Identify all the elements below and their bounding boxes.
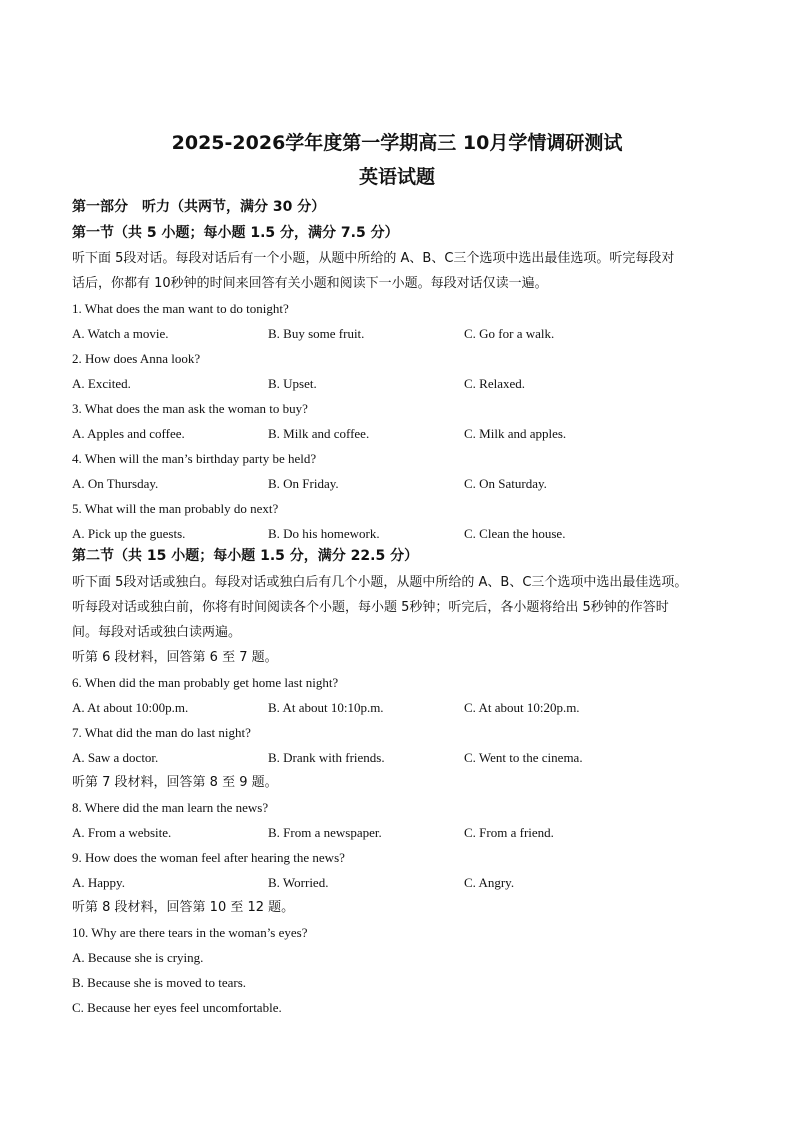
question-1-options [72, 326, 732, 342]
question-4-options [72, 476, 732, 492]
option-a: A. Saw a doctor. [72, 750, 159, 765]
material-7-heading: 听第 7 段材料，回答第 8 至 9 题。 [72, 775, 278, 790]
section2-instruction-line3: 间。每段对话或独白读两遍。 [72, 625, 242, 640]
section2-heading: 第二节（共 15 小题；每小题 1.5 分，满分 22.5 分） [72, 548, 419, 564]
question-8-options [72, 825, 732, 841]
question-2: 2. How does Anna look? [72, 351, 201, 366]
option-a: A. Because she is crying. [72, 950, 204, 965]
option-c: C. From a friend. [464, 825, 554, 840]
option-c: C. Relaxed. [464, 376, 526, 391]
option-c: C. Milk and apples. [464, 426, 567, 441]
option-a: A. Excited. [72, 376, 131, 391]
question-9-options [72, 875, 732, 891]
option-c: C. On Saturday. [464, 476, 547, 491]
option-b: B. Milk and coffee. [268, 426, 370, 441]
question-7-options [72, 750, 732, 766]
question-6: 6. When did the man probably get home last night? [72, 675, 339, 690]
option-a: A. From a website. [72, 825, 172, 840]
option-b: B. Upset. [268, 376, 317, 391]
section1-heading: 第一节（共 5 小题；每小题 1.5 分，满分 7.5 分） [72, 225, 399, 241]
question-4: 4. When will the man’s birthday party be held? [72, 451, 317, 466]
question-5: 5. What will the man probably do next? [72, 501, 279, 516]
option-a: A. On Thursday. [72, 476, 159, 491]
exam-subtitle: 英语试题 [358, 166, 435, 188]
question-5-options [72, 526, 732, 542]
question-8: 8. Where did the man learn the news? [72, 800, 269, 815]
section2-instruction-line2: 听每段对话或独白前，你将有时间阅读各个小题，每小题 5秒钟；听完后，各小题将给出 5秒钟的作答时 [72, 600, 669, 615]
option-b: B. Worried. [268, 875, 329, 890]
question-3: 3. What does the man ask the woman to buy? [72, 401, 308, 416]
option-b: B. From a newspaper. [268, 825, 382, 840]
section1-instruction-line2: 话后，你都有 10秒钟的时间来回答有关小题和阅读下一小题。每段对话仅读一遍。 [72, 276, 548, 291]
option-c: C. Because her eyes feel uncomfortable. [72, 1000, 282, 1015]
option-b: B. At about 10:10p.m. [268, 700, 384, 715]
option-c: C. Angry. [464, 875, 515, 890]
question-7: 7. What did the man do last night? [72, 725, 251, 740]
question-3-options [72, 426, 732, 442]
option-a: A. Apples and coffee. [72, 426, 185, 441]
question-9: 9. How does the woman feel after hearing the news? [72, 850, 345, 865]
option-a: A. Happy. [72, 875, 125, 890]
option-b: B. Because she is moved to tears. [72, 975, 247, 990]
section2-instruction-line1: 听下面 5段对话或独白。每段对话或独白后有几个小题，从题中所给的 A、B、C三个选项中选出最佳选项。 [72, 575, 688, 590]
question-2-options [72, 376, 732, 392]
material-8-heading: 听第 8 段材料，回答第 10 至 12 题。 [72, 900, 295, 915]
question-10: 10. Why are there tears in the woman’s eyes? [72, 925, 308, 940]
option-c: C. Clean the house. [464, 526, 566, 541]
material-6-heading: 听第 6 段材料，回答第 6 至 7 题。 [72, 650, 278, 665]
option-b: B. Do his homework. [268, 526, 380, 541]
option-c: C. At about 10:20p.m. [464, 700, 580, 715]
option-c: C. Went to the cinema. [464, 750, 583, 765]
option-b: B. Buy some fruit. [268, 326, 365, 341]
option-a: A. At about 10:00p.m. [72, 700, 189, 715]
question-6-options [72, 700, 732, 716]
option-a: A. Watch a movie. [72, 326, 169, 341]
section1-instruction-line1: 听下面 5段对话。每段对话后有一个小题，从题中所给的 A、B、C三个选项中选出最佳选项。听完每段对 [72, 251, 675, 266]
option-c: C. Go for a walk. [464, 326, 555, 341]
option-a: A. Pick up the guests. [72, 526, 186, 541]
exam-title: 2025-2026学年度第一学期高三 10月学情调研测试 [171, 132, 623, 154]
part1-heading: 第一部分 听力（共两节，满分 30 分） [72, 199, 326, 215]
option-b: B. On Friday. [268, 476, 339, 491]
question-1: 1. What does the man want to do tonight? [72, 301, 289, 316]
option-b: B. Drank with friends. [268, 750, 385, 765]
